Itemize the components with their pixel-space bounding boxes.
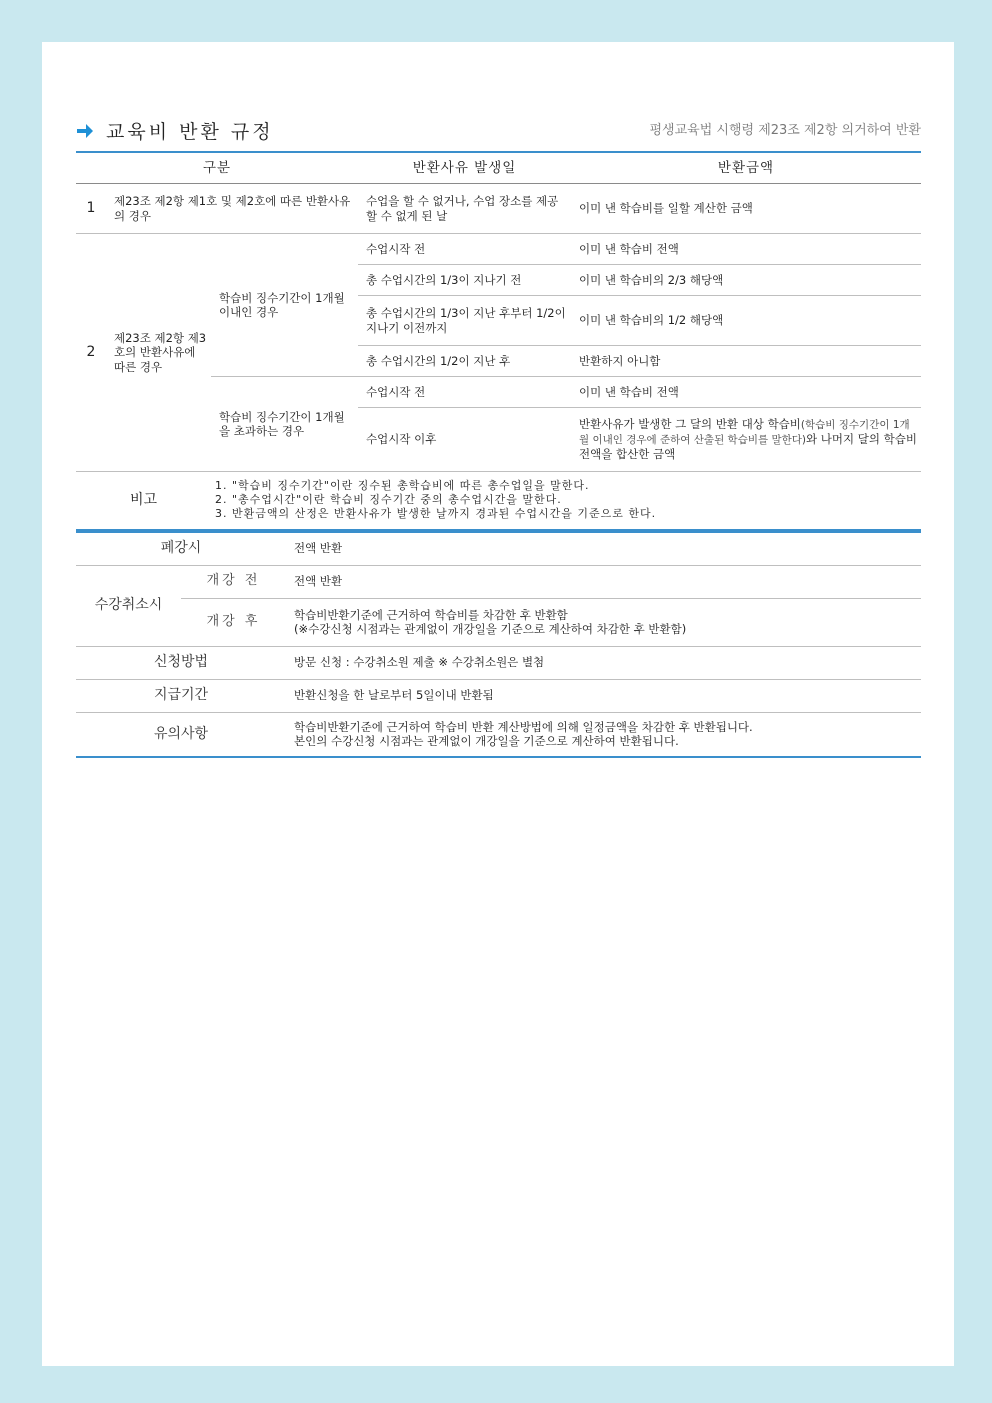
row-amount [571, 408, 921, 472]
policy-row-method [76, 646, 921, 679]
caution-value [286, 712, 921, 757]
policy-row-cancel-before [76, 565, 921, 598]
row-date: 수업을 할 수 없거나, 수업 장소를 제공할 수 없게 된 날 [358, 184, 571, 234]
row-date: 수업시작 전 [358, 234, 571, 265]
column-header-amount: 반환금액 [571, 152, 921, 184]
notes-body [211, 472, 921, 530]
after-start-line2: (※수강신청 시점과는 관계없이 개강일을 기준으로 계산하여 차감한 후 반환함) [294, 622, 687, 636]
notes-list [215, 479, 920, 522]
row-amount: 이미 낸 학습비를 일할 계산한 금액 [571, 184, 921, 234]
policy-row-caution [76, 712, 921, 757]
after-start-line1: 학습비반환기준에 근거하여 학습비를 차감한 후 반환함 [294, 607, 568, 622]
group-label: 학습비 징수기간이 1개월을 초과하는 경우 [211, 377, 358, 472]
row-date: 총 수업시간의 1/3이 지난 후부터 1/2이 지나기 이전까지 [358, 296, 571, 346]
table-row [76, 234, 921, 265]
row-amount: 이미 낸 학습비 전액 [571, 377, 921, 408]
column-header-date: 반환사유 발생일 [358, 152, 571, 184]
method-label: 신청방법 [76, 646, 286, 679]
section-header [76, 117, 921, 151]
amount-note: (학습비 징수기간이 1개월 이내인 경우에 준하여 산출된 학습비를 말한다) [579, 419, 910, 447]
row-date: 수업시작 전 [358, 377, 571, 408]
method-value: 방문 신청 : 수강취소원 제출 ※ 수강취소원은 별첨 [286, 646, 921, 679]
period-value: 반환신청을 한 날로부터 5일이내 반환됨 [286, 679, 921, 712]
notes-row [76, 472, 921, 530]
policy-row-closure [76, 532, 921, 566]
arrow-right-icon [76, 122, 94, 140]
row-amount: 반환하지 아니함 [571, 346, 921, 377]
row-category: 제23조 제2항 제1호 및 제2호에 따른 반환사유의 경우 [106, 184, 358, 234]
policy-row-period [76, 679, 921, 712]
amount-main: 반환사유가 발생한 그 달의 반환 대상 학습비 [579, 417, 801, 432]
amount-tail: 와 나머지 달의 학습비 전액을 합산한 금액 [579, 432, 917, 462]
table-row [76, 184, 921, 234]
refund-table [76, 151, 921, 531]
document-page [42, 42, 954, 1366]
row-amount: 이미 낸 학습비의 2/3 해당액 [571, 265, 921, 296]
after-start-label: 개강 후 [181, 598, 286, 646]
row-category: 제23조 제2항 제3호의 반환사유에 따른 경우 [106, 234, 211, 472]
row-number: 2 [76, 234, 106, 472]
row-date: 총 수업시간의 1/3이 지나기 전 [358, 265, 571, 296]
cancel-label: 수강취소시 [94, 596, 163, 613]
row-date: 총 수업시간의 1/2이 지난 후 [358, 346, 571, 377]
section-title: 교육비 반환 규정 [106, 121, 274, 143]
period-label: 지급기간 [76, 679, 286, 712]
legal-basis: 평생교육법 시행령 제23조 제2항 의거하여 반환 [649, 123, 921, 138]
caution-label: 유의사항 [153, 725, 209, 742]
note-item: 2. "총수업시간"이란 학습비 징수기간 중의 총수업시간을 말한다. [215, 493, 562, 507]
notes-label: 비고 [129, 491, 158, 508]
closure-label: 폐강시 [76, 532, 286, 566]
caution-line1: 학습비반환기준에 근거하여 학습비 반환 계산방법에 의해 일정금액을 차감한 후 반환됩니다. [294, 719, 753, 734]
title-wrap [76, 117, 274, 144]
row-amount: 이미 낸 학습비의 1/2 해당액 [571, 296, 921, 346]
before-start-label: 개강 전 [181, 565, 286, 598]
row-number: 1 [76, 184, 106, 234]
content [76, 117, 921, 758]
note-item: 1. "학습비 징수기간"이란 징수된 총학습비에 따른 총수업일을 말한다. [215, 478, 590, 492]
caution-line2: 본인의 수강신청 시점과는 관계없이 개강일을 기준으로 계산하여 반환됩니다. [294, 734, 679, 749]
closure-value: 전액 반환 [286, 532, 921, 566]
column-header-category: 구분 [76, 152, 358, 184]
before-start-value: 전액 반환 [286, 565, 921, 598]
policy-row-cancel-after [76, 598, 921, 646]
after-start-value [286, 598, 921, 646]
note-item: 3. 반환금액의 산정은 반환사유가 발생한 날까지 경과된 수업시간을 기준으로 한다. [215, 507, 657, 521]
table-header-row [76, 152, 921, 184]
row-date: 수업시작 이후 [358, 408, 571, 472]
group-label: 학습비 징수기간이 1개월 이내인 경우 [211, 234, 358, 377]
row-amount: 이미 낸 학습비 전액 [571, 234, 921, 265]
policy-table [76, 531, 921, 759]
